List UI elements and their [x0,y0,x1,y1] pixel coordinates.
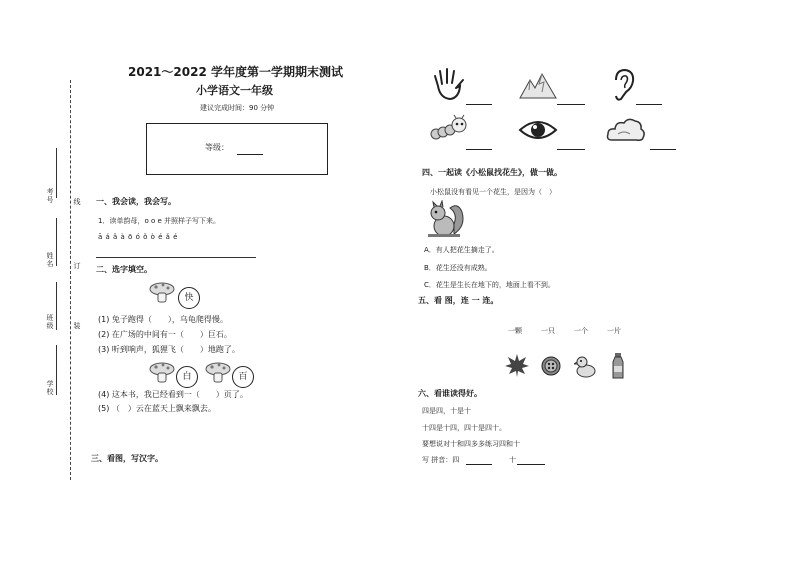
pinyin-label: 写 拼音：四 [422,456,460,464]
pinyin-blank-si[interactable] [466,455,492,465]
caterpillar-icon [430,114,470,142]
tongue-twister-line-2: 十四是十四，四十是四十。 [422,424,506,432]
section5-title: 五、看 图，连 一 连。 [418,296,499,305]
answer-blank-ear[interactable] [636,96,662,105]
section3-title: 三、看图，写汉字。 [91,454,163,463]
answer-blank-cloud[interactable] [650,141,676,150]
section2-line-3: (3) 听到响声，狐狸飞（ ）地跑了。 [98,345,240,354]
name-label: 姓名 [46,252,54,268]
exam-title: 2021～2022 学年度第一学期期末测试 [128,65,343,79]
section4-question: 小松鼠没有看见一个花生，是因为（ ） [430,188,556,196]
exam-subtitle: 小学语文一年级 [196,84,273,97]
section1-write-line[interactable] [96,257,256,258]
mushroom-icon [148,361,176,383]
mountain-icon [518,70,558,100]
bottle-icon[interactable] [610,352,626,380]
answer-blank-mountain[interactable] [557,96,585,105]
grade-box [146,123,328,175]
mark-ding: 订 [73,262,81,270]
section4-option-c[interactable]: C．花生是生长在地下的，地面上看不到。 [424,281,555,289]
mark-zhuang: 装 [73,322,81,330]
hand-icon [432,66,468,102]
tongue-twister-line-1: 四是四，十是十 [422,407,471,415]
measure-word-1[interactable]: 一颗 [508,327,522,335]
mushroom-icon [148,281,176,303]
ear-icon [610,68,636,102]
measure-word-2[interactable]: 一只 [541,327,555,335]
choice-circle-kuai: 快 [178,287,200,309]
section1-title: 一、我会读，我会写。 [96,197,176,206]
section2-line-4: (4) 这本书，我已经看到一（ ）页了。 [98,390,248,399]
measure-word-3[interactable]: 一个 [574,327,588,335]
answer-blank-eye[interactable] [557,141,585,150]
time-hint: 建议完成时间：90 分钟 [200,104,275,112]
section4-option-a[interactable]: A．有人把花生摘走了。 [424,246,499,254]
pinyin-second-label: 十 [509,456,516,464]
pinyin-blank-shi[interactable] [517,455,545,465]
section6-title: 六、看谁读得好。 [418,389,482,398]
cloud-icon [606,116,646,144]
grade-blank[interactable] [237,144,263,155]
duck-icon[interactable] [574,354,596,378]
answer-blank-hand[interactable] [466,96,492,105]
answer-blank-caterpillar[interactable] [466,141,492,150]
grade-label: 等级： [205,143,229,152]
name-field[interactable] [56,218,57,266]
student-no-field[interactable] [56,148,57,198]
section2-title: 二、选字填空。 [96,265,152,274]
section4-title: 四、一起读《小松鼠找花生》，做一做。 [422,168,562,177]
section2-line-5: (5) （ ）云在蓝天上飘来飘去。 [98,404,216,413]
tongue-twister-line-3: 要想说对十和四多多练习四和十 [422,440,520,448]
binding-margin [0,0,80,561]
school-field[interactable] [56,345,57,395]
button-icon[interactable] [541,356,561,376]
section2-line-2: (2) 在广场的中间有一（ ）巨石。 [98,330,232,339]
student-no-label: 考号 [46,188,54,204]
choice-circle-bai-hundred: 百 [232,366,254,388]
class-field[interactable] [56,282,57,330]
class-label: 班级 [46,314,54,330]
section1-letters: ā á ǎ à ō ó ǒ ò é ǎ é [98,233,178,241]
section4-option-b[interactable]: B．花生还没有成熟。 [424,264,492,272]
squirrel-icon [424,200,466,240]
mushroom-icon [204,361,232,383]
section2-line-1: (1) 兔子跑得（ ），乌龟爬得慢。 [98,315,228,324]
leaf-icon[interactable] [504,352,530,378]
cut-line [70,80,71,480]
mark-line: 线 [73,198,81,206]
school-label: 学校 [46,380,54,396]
choice-circle-bai: 白 [176,366,198,388]
section1-instruction: 1．读单韵母，o o e 并照样子写下来。 [98,217,221,225]
eye-icon [518,118,558,142]
measure-word-4[interactable]: 一片 [607,327,621,335]
